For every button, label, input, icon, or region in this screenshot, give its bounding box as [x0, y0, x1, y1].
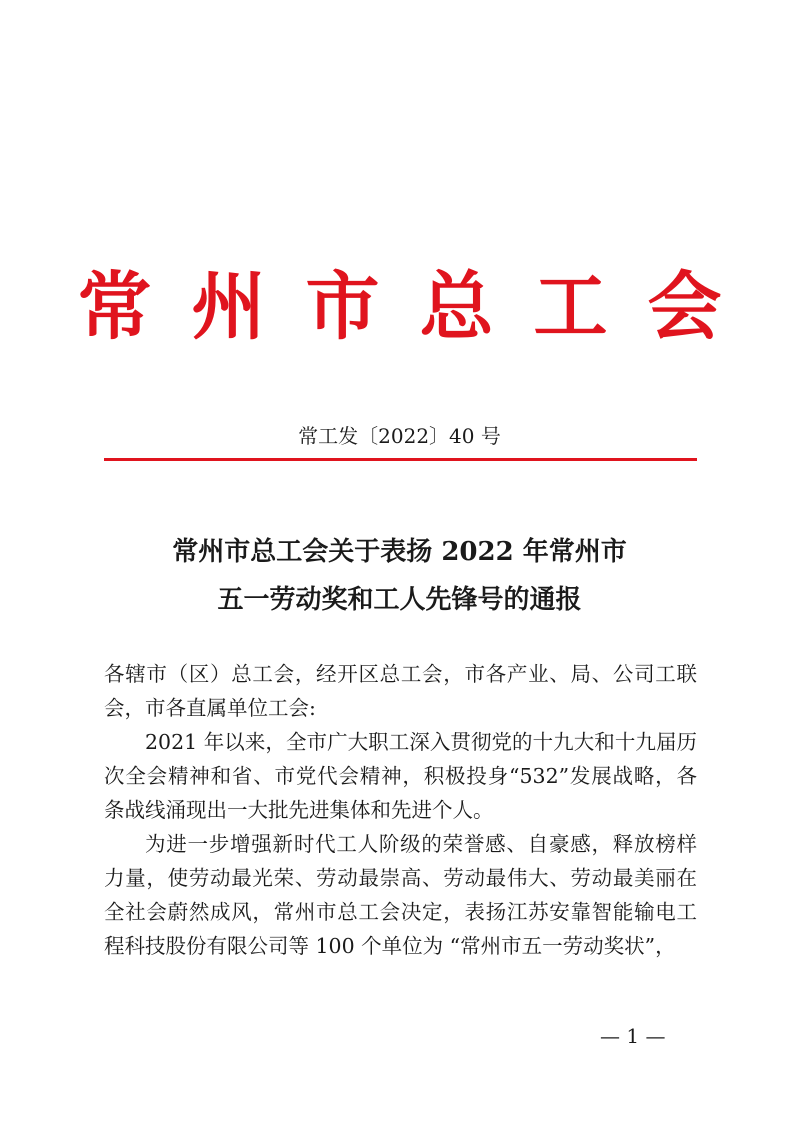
body-paragraph-1: 2021 年以来，全市广大职工深入贯彻党的十九大和十九届历次全会精神和省、市党代会精神，积极投身“532”发展战略，各条战线涌现出一大批先进集体和先进个人。	[104, 730, 697, 822]
document-title	[0, 528, 799, 624]
document-title-line-2: 五一劳动奖和工人先锋号的通报	[217, 585, 582, 615]
document-title-line-1: 常州市总工会关于表扬 2022 年常州市	[172, 537, 627, 567]
issuing-org-title: 常州市总工会	[77, 264, 762, 350]
document-body	[104, 657, 697, 963]
red-divider-line	[104, 458, 697, 461]
document-number: 常工发〔2022〕40 号	[298, 424, 501, 448]
page-number: — 1 —	[600, 1024, 666, 1048]
body-paragraph-2: 为进一步增强新时代工人阶级的荣誉感、自豪感，释放榜样力量，使劳动最光荣、劳动最崇高、劳动最伟大、劳动最美丽在全社会蔚然成风，常州市总工会决定，表扬江苏安靠智能输电工程科技股份有限公司等 100 个单位为 “常州市五一劳动奖状”，	[104, 832, 697, 958]
salutation: 各辖市（区）总工会，经开区总工会，市各产业、局、公司工联会，市各直属单位工会:	[104, 662, 697, 720]
